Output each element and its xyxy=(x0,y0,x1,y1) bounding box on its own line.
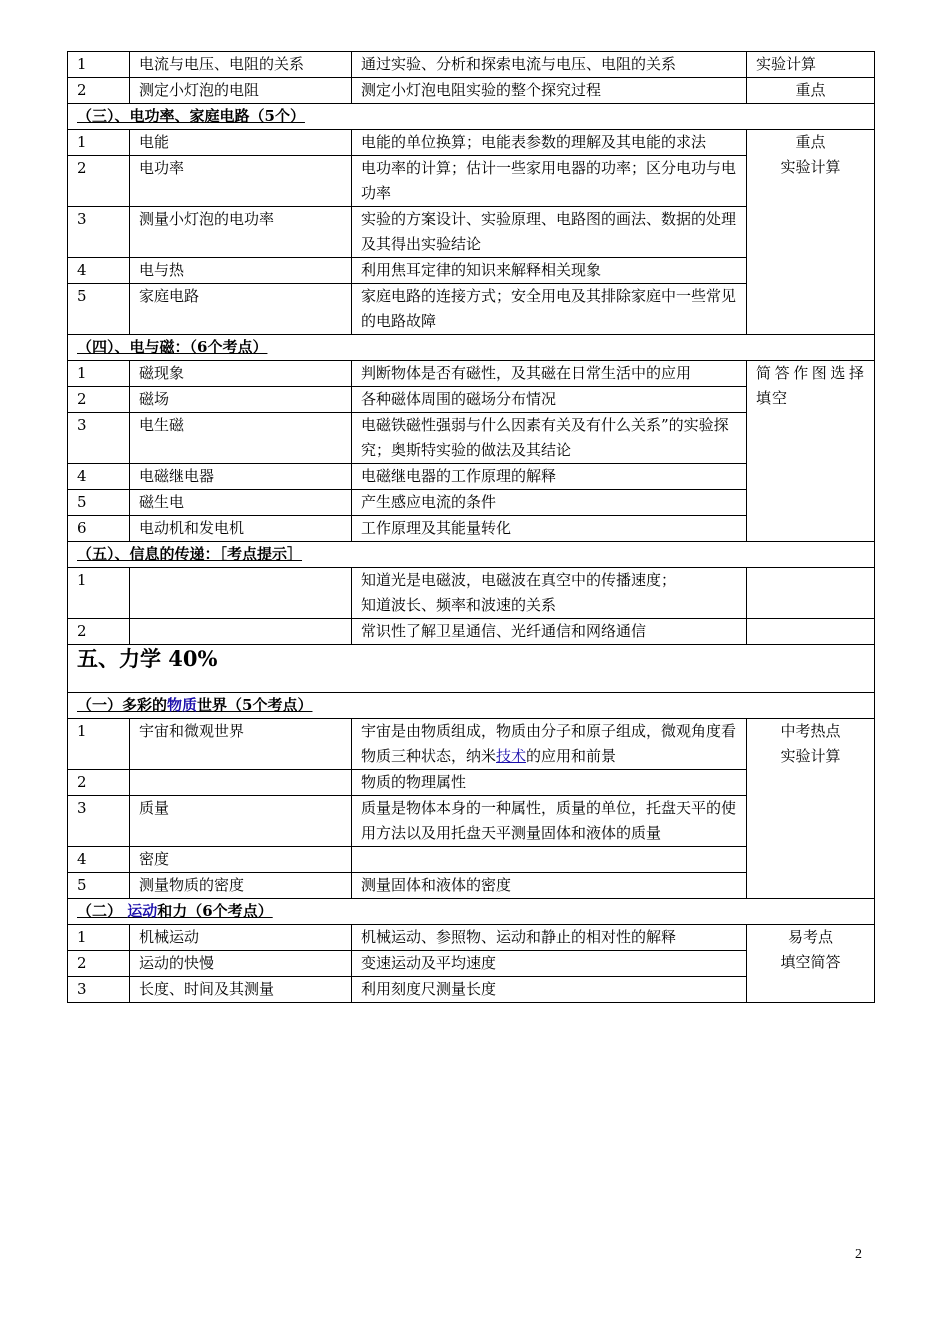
row-number: 5 xyxy=(68,873,130,899)
row-number: 3 xyxy=(68,207,130,258)
row-topic: 电动机和发电机 xyxy=(130,516,352,542)
row-topic: 宇宙和微观世界 xyxy=(130,719,352,770)
section-header-row xyxy=(68,104,875,130)
row-description: 知道光是电磁波，电磁波在真空中的传播速度； 知道波长、频率和波速的关系 xyxy=(352,568,747,619)
row-topic xyxy=(130,619,352,645)
row-number: 4 xyxy=(68,258,130,284)
row-number: 1 xyxy=(68,568,130,619)
row-number: 1 xyxy=(68,361,130,387)
row-topic: 质量 xyxy=(130,796,352,847)
row-description: 常识性了解卫星通信、光纤通信和网络通信 xyxy=(352,619,747,645)
row-topic: 运动的快慢 xyxy=(130,951,352,977)
row-description: 电功率的计算；估计一些家用电器的功率；区分电功与电功率 xyxy=(352,156,747,207)
row-description: 质量是物体本身的一种属性，质量的单位，托盘天平的使用方法以及用托盘天平测量固体和液体的质量 xyxy=(352,796,747,847)
table-row xyxy=(68,52,875,78)
section-header-row xyxy=(68,335,875,361)
page-number: 2 xyxy=(855,1247,862,1262)
row-number: 3 xyxy=(68,413,130,464)
row-description: 利用焦耳定律的知识来解释相关现象 xyxy=(352,258,747,284)
row-topic: 家庭电路 xyxy=(130,284,352,335)
row-description: 通过实验、分析和探索电流与电压、电阻的关系 xyxy=(352,52,747,78)
row-number: 2 xyxy=(68,770,130,796)
row-description: 测定小灯泡电阻实验的整个探究过程 xyxy=(352,78,747,104)
row-topic: 测量小灯泡的电功率 xyxy=(130,207,352,258)
row-description: 变速运动及平均速度 xyxy=(352,951,747,977)
section-title: （四）、电与磁：（6个考点） xyxy=(77,338,268,356)
row-note: 重点 xyxy=(747,78,875,104)
table-row xyxy=(68,78,875,104)
inline-link[interactable]: 技术 xyxy=(496,747,527,765)
chapter-heading-row xyxy=(68,645,875,693)
row-number: 2 xyxy=(68,619,130,645)
row-description: 各种磁体周围的磁场分布情况 xyxy=(352,387,747,413)
row-number: 1 xyxy=(68,719,130,770)
row-topic: 机械运动 xyxy=(130,925,352,951)
row-description: 利用刻度尺测量长度 xyxy=(352,977,747,1003)
row-number: 3 xyxy=(68,796,130,847)
row-topic: 电能 xyxy=(130,130,352,156)
row-topic: 电流与电压、电阻的关系 xyxy=(130,52,352,78)
row-description: 家庭电路的连接方式；安全用电及其排除家庭中一些常见的电路故障 xyxy=(352,284,747,335)
row-number: 5 xyxy=(68,284,130,335)
row-topic: 电功率 xyxy=(130,156,352,207)
row-description: 产生感应电流的条件 xyxy=(352,490,747,516)
chapter-heading: 五、力学 40% xyxy=(68,645,875,693)
row-number: 2 xyxy=(68,951,130,977)
row-topic: 电生磁 xyxy=(130,413,352,464)
row-topic: 密度 xyxy=(130,847,352,873)
section-note: 简答作图选择填空 xyxy=(747,361,875,542)
section-note: 重点 实验计算 xyxy=(747,130,875,335)
row-description: 电磁铁磁性强弱与什么因素有关及有什么关系”的实验探究；奥斯特实验的做法及其结论 xyxy=(352,413,747,464)
row-description: 测量固体和液体的密度 xyxy=(352,873,747,899)
section-title: （一）多彩的物质世界（5个考点） xyxy=(77,696,313,714)
table-row xyxy=(68,361,875,387)
row-description: 电能的单位换算；电能表参数的理解及其电能的求法 xyxy=(352,130,747,156)
row-description: 机械运动、参照物、运动和静止的相对性的解释 xyxy=(352,925,747,951)
row-number: 1 xyxy=(68,925,130,951)
row-description: 实验的方案设计、实验原理、电路图的画法、数据的处理及其得出实验结论 xyxy=(352,207,747,258)
row-description: 物质的物理属性 xyxy=(352,770,747,796)
row-description: 电磁继电器的工作原理的解释 xyxy=(352,464,747,490)
row-number: 5 xyxy=(68,490,130,516)
row-number: 2 xyxy=(68,387,130,413)
section-header-row xyxy=(68,899,875,925)
row-topic: 电磁继电器 xyxy=(130,464,352,490)
row-note: 实验计算 xyxy=(747,52,875,78)
section-title: （二） 运动和力（6个考点） xyxy=(77,902,273,920)
row-number: 1 xyxy=(68,130,130,156)
section-title-link[interactable]: 运动 xyxy=(127,902,158,920)
section-title: （五）、信息的传递：［考点提示］ xyxy=(77,545,303,563)
table-row xyxy=(68,925,875,951)
section-title-link[interactable]: 物质 xyxy=(167,696,198,714)
row-number: 2 xyxy=(68,78,130,104)
row-topic: 磁场 xyxy=(130,387,352,413)
row-number: 2 xyxy=(68,156,130,207)
row-topic: 磁现象 xyxy=(130,361,352,387)
row-note xyxy=(747,568,875,619)
row-description: 宇宙是由物质组成，物质由分子和原子组成，微观角度看物质三种状态，纳米技术的应用和前景 xyxy=(352,719,747,770)
row-description: 工作原理及其能量转化 xyxy=(352,516,747,542)
table-row xyxy=(68,719,875,770)
row-note xyxy=(747,619,875,645)
section-header-row xyxy=(68,693,875,719)
knowledge-table xyxy=(67,51,875,1003)
section-title: （三）、电功率、家庭电路（5个） xyxy=(77,107,305,125)
section-note: 易考点 填空简答 xyxy=(747,925,875,1003)
row-topic: 磁生电 xyxy=(130,490,352,516)
row-topic: 长度、时间及其测量 xyxy=(130,977,352,1003)
row-description: 判断物体是否有磁性，及其磁在日常生活中的应用 xyxy=(352,361,747,387)
row-number: 6 xyxy=(68,516,130,542)
row-description xyxy=(352,847,747,873)
row-number: 4 xyxy=(68,847,130,873)
row-number: 4 xyxy=(68,464,130,490)
section-header-row xyxy=(68,542,875,568)
row-topic xyxy=(130,770,352,796)
row-topic: 测定小灯泡的电阻 xyxy=(130,78,352,104)
table-row xyxy=(68,568,875,619)
table-row xyxy=(68,130,875,156)
row-number: 3 xyxy=(68,977,130,1003)
section-note: 中考热点 实验计算 xyxy=(747,719,875,899)
row-topic: 测量物质的密度 xyxy=(130,873,352,899)
row-number: 1 xyxy=(68,52,130,78)
table-row xyxy=(68,619,875,645)
row-topic: 电与热 xyxy=(130,258,352,284)
row-topic xyxy=(130,568,352,619)
